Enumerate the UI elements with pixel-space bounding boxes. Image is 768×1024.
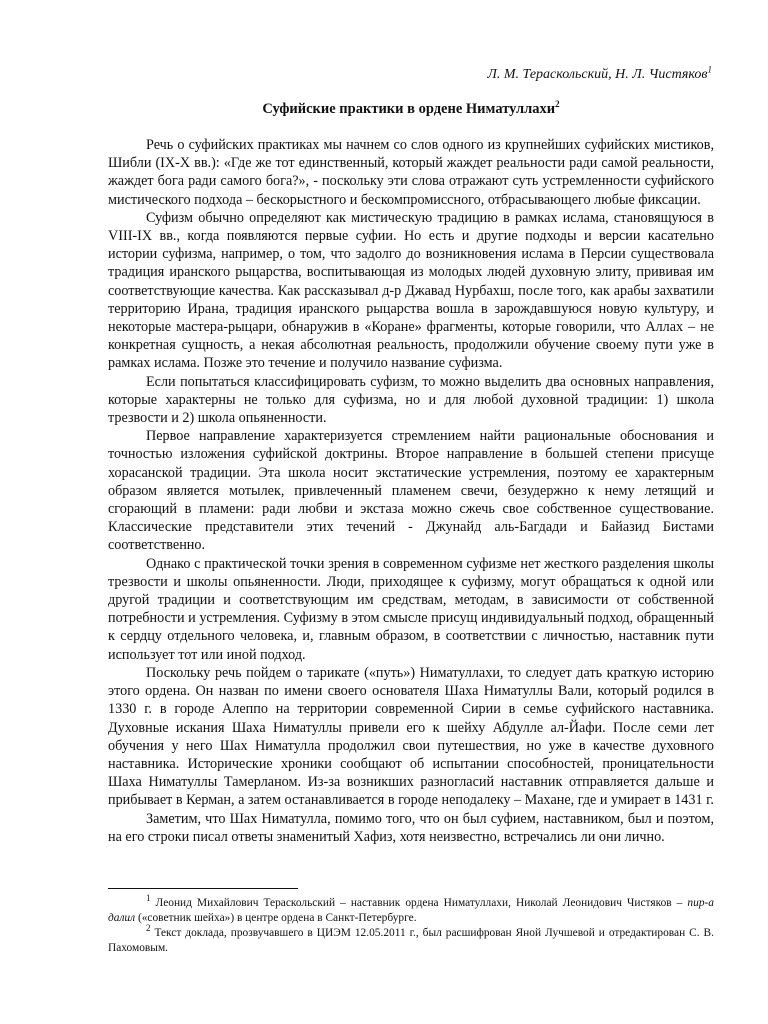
paragraph: Если попытаться классифицировать суфизм, то можно выделить два основных направления, которые характерны не только для суфизма, но и для любой духовной традиции: 1) школа трезвости и 2) школа опьяненности. bbox=[108, 373, 714, 427]
paragraph: Однако с практической точки зрения в современном суфизме нет жесткого разделения школы трезвости и школы опьяненности. Люди, приходящее к суфизму, могут обращаться к одной или другой традиции и соответствующим им средствам, методам, в зависимости от собственной потребности и устремления. Суфизму в этом смысле присущ индивидуальный подход, обращенный к сердцу отдельного человека, и, главным образом, в соответствии с личностью, наставник пути использует тот или иной подход. bbox=[108, 555, 714, 663]
paragraph: Поскольку речь пойдем о тарикате («путь») Ниматуллахи, то следует дать краткую историю этого ордена. Он назван по имени своего основателя Шаха Ниматуллы Вали, который родился в 1330 г. в городе Алеппо на территории современной Сирии в семье суфийского наставника. Духовные искания Шаха Ниматуллы привели его к шейху Абдулле ал-Йафи. После семи лет обучения у него Шах Ниматулла продолжил свои путешествия, но уже в качестве духовного наставника. Исторические хроники сообщают об испытании способностей, проницательности Шаха Ниматуллы Тамерланом. Из-за возникших разногласий наставник отправляется дальше и прибывает в Керман, а затем останавливается в городе неподалеку – Махане, где и умирает в 1431 г. bbox=[108, 664, 714, 809]
footnote-separator bbox=[108, 888, 298, 889]
body-text bbox=[108, 136, 714, 846]
paragraph: Речь о суфийских практиках мы начнем со слов одного из крупнейших суфийских мистиков, Шибли (IX-X вв.): «Где же тот единственный, который жаждет реальности ради самой реальности, жаждет бога ради самого бога?», - поскольку эти слова отражают суть устремленности суфийского мистического подхода – бескорыстного и бескомпромиссного, отбрасывающего любые фиксации. bbox=[108, 137, 714, 208]
footnote-italic-term: пир-а далил bbox=[108, 897, 714, 924]
footnote-text: Леонид Михайлович Тераскольский – наставник ордена Ниматуллахи, Николай Леонидович Чистяков – bbox=[155, 897, 688, 909]
paragraph: Первое направление характеризуется стремлением найти рациональные обоснования и точностью изложения суфийской доктрины. Второе направление в большей степени присуще хорасанской традиции. Эта школа носит экстатические устремления, поэтому ее характерным образом является мотылек, привлеченный пламенем свечи, безудержно к нему летящий и сгорающий в пламени: ради любви и экстаза можно сжечь свое собственное существование. Классические представители этих течений - Джунайд аль-Багдади и Байазид Бистами соответственно. bbox=[108, 428, 714, 554]
authors-text: Л. М. Тераскольский, Н. Л. Чистяков bbox=[487, 67, 708, 82]
footnote-2 bbox=[108, 923, 714, 956]
footnote-number: 2 bbox=[146, 923, 151, 934]
title-footnote-ref[interactable]: 2 bbox=[555, 99, 560, 110]
footnote-number: 1 bbox=[146, 893, 151, 904]
title-text: Суфийские практики в ордене Ниматуллахи bbox=[262, 101, 556, 117]
paragraph: Заметим, что Шах Ниматулла, помимо того, что он был суфием, наставником, был и поэтом, на его строки писал ответы знаменитый Хафиз, хотя неизвестно, встречались ли они лично. bbox=[108, 810, 714, 845]
footnote-text: Текст доклада, прозвучавшего в ЦИЭМ 12.05.2011 г., был расшифрован Яной Лучшевой и отредактирован С. В. Пахомовым. bbox=[108, 927, 714, 954]
authors-line bbox=[487, 66, 712, 84]
footnote-text: («советник шейха») в центре ордена в Санкт-Петербурге. bbox=[135, 912, 417, 924]
paragraph: Суфизм обычно определяют как мистическую традицию в рамках ислама, становящуюся в VIII-IX вв., когда появляются первые суфии. Но есть и другие подходы и версии касательно истории суфизма, например, о том, что задолго до возникновения ислама в Персии существовала традиция иранского рыцарства, воспитывающая из молодых людей духовную элиту, прививая им соответствующие качества. Как рассказывал д-р Джавад Нурбахш, после того, как арабы захватили территорию Ирана, традиция иранского рыцарства вошла в зарождавшуюся новую культуру, и некоторые мастера-рыцари, обнаружив в «Коране» фрагменты, которые говорили, что Аллах – не конкретная сущность, а некая абсолютная реальность, продолжили обучение своему пути уже в рамках ислама. Позже это течение и получило название суфизма. bbox=[108, 209, 714, 372]
footnote-1 bbox=[108, 893, 714, 926]
authors-footnote-ref[interactable]: 1 bbox=[707, 64, 712, 75]
footnotes bbox=[108, 893, 714, 956]
document-title bbox=[108, 100, 714, 118]
